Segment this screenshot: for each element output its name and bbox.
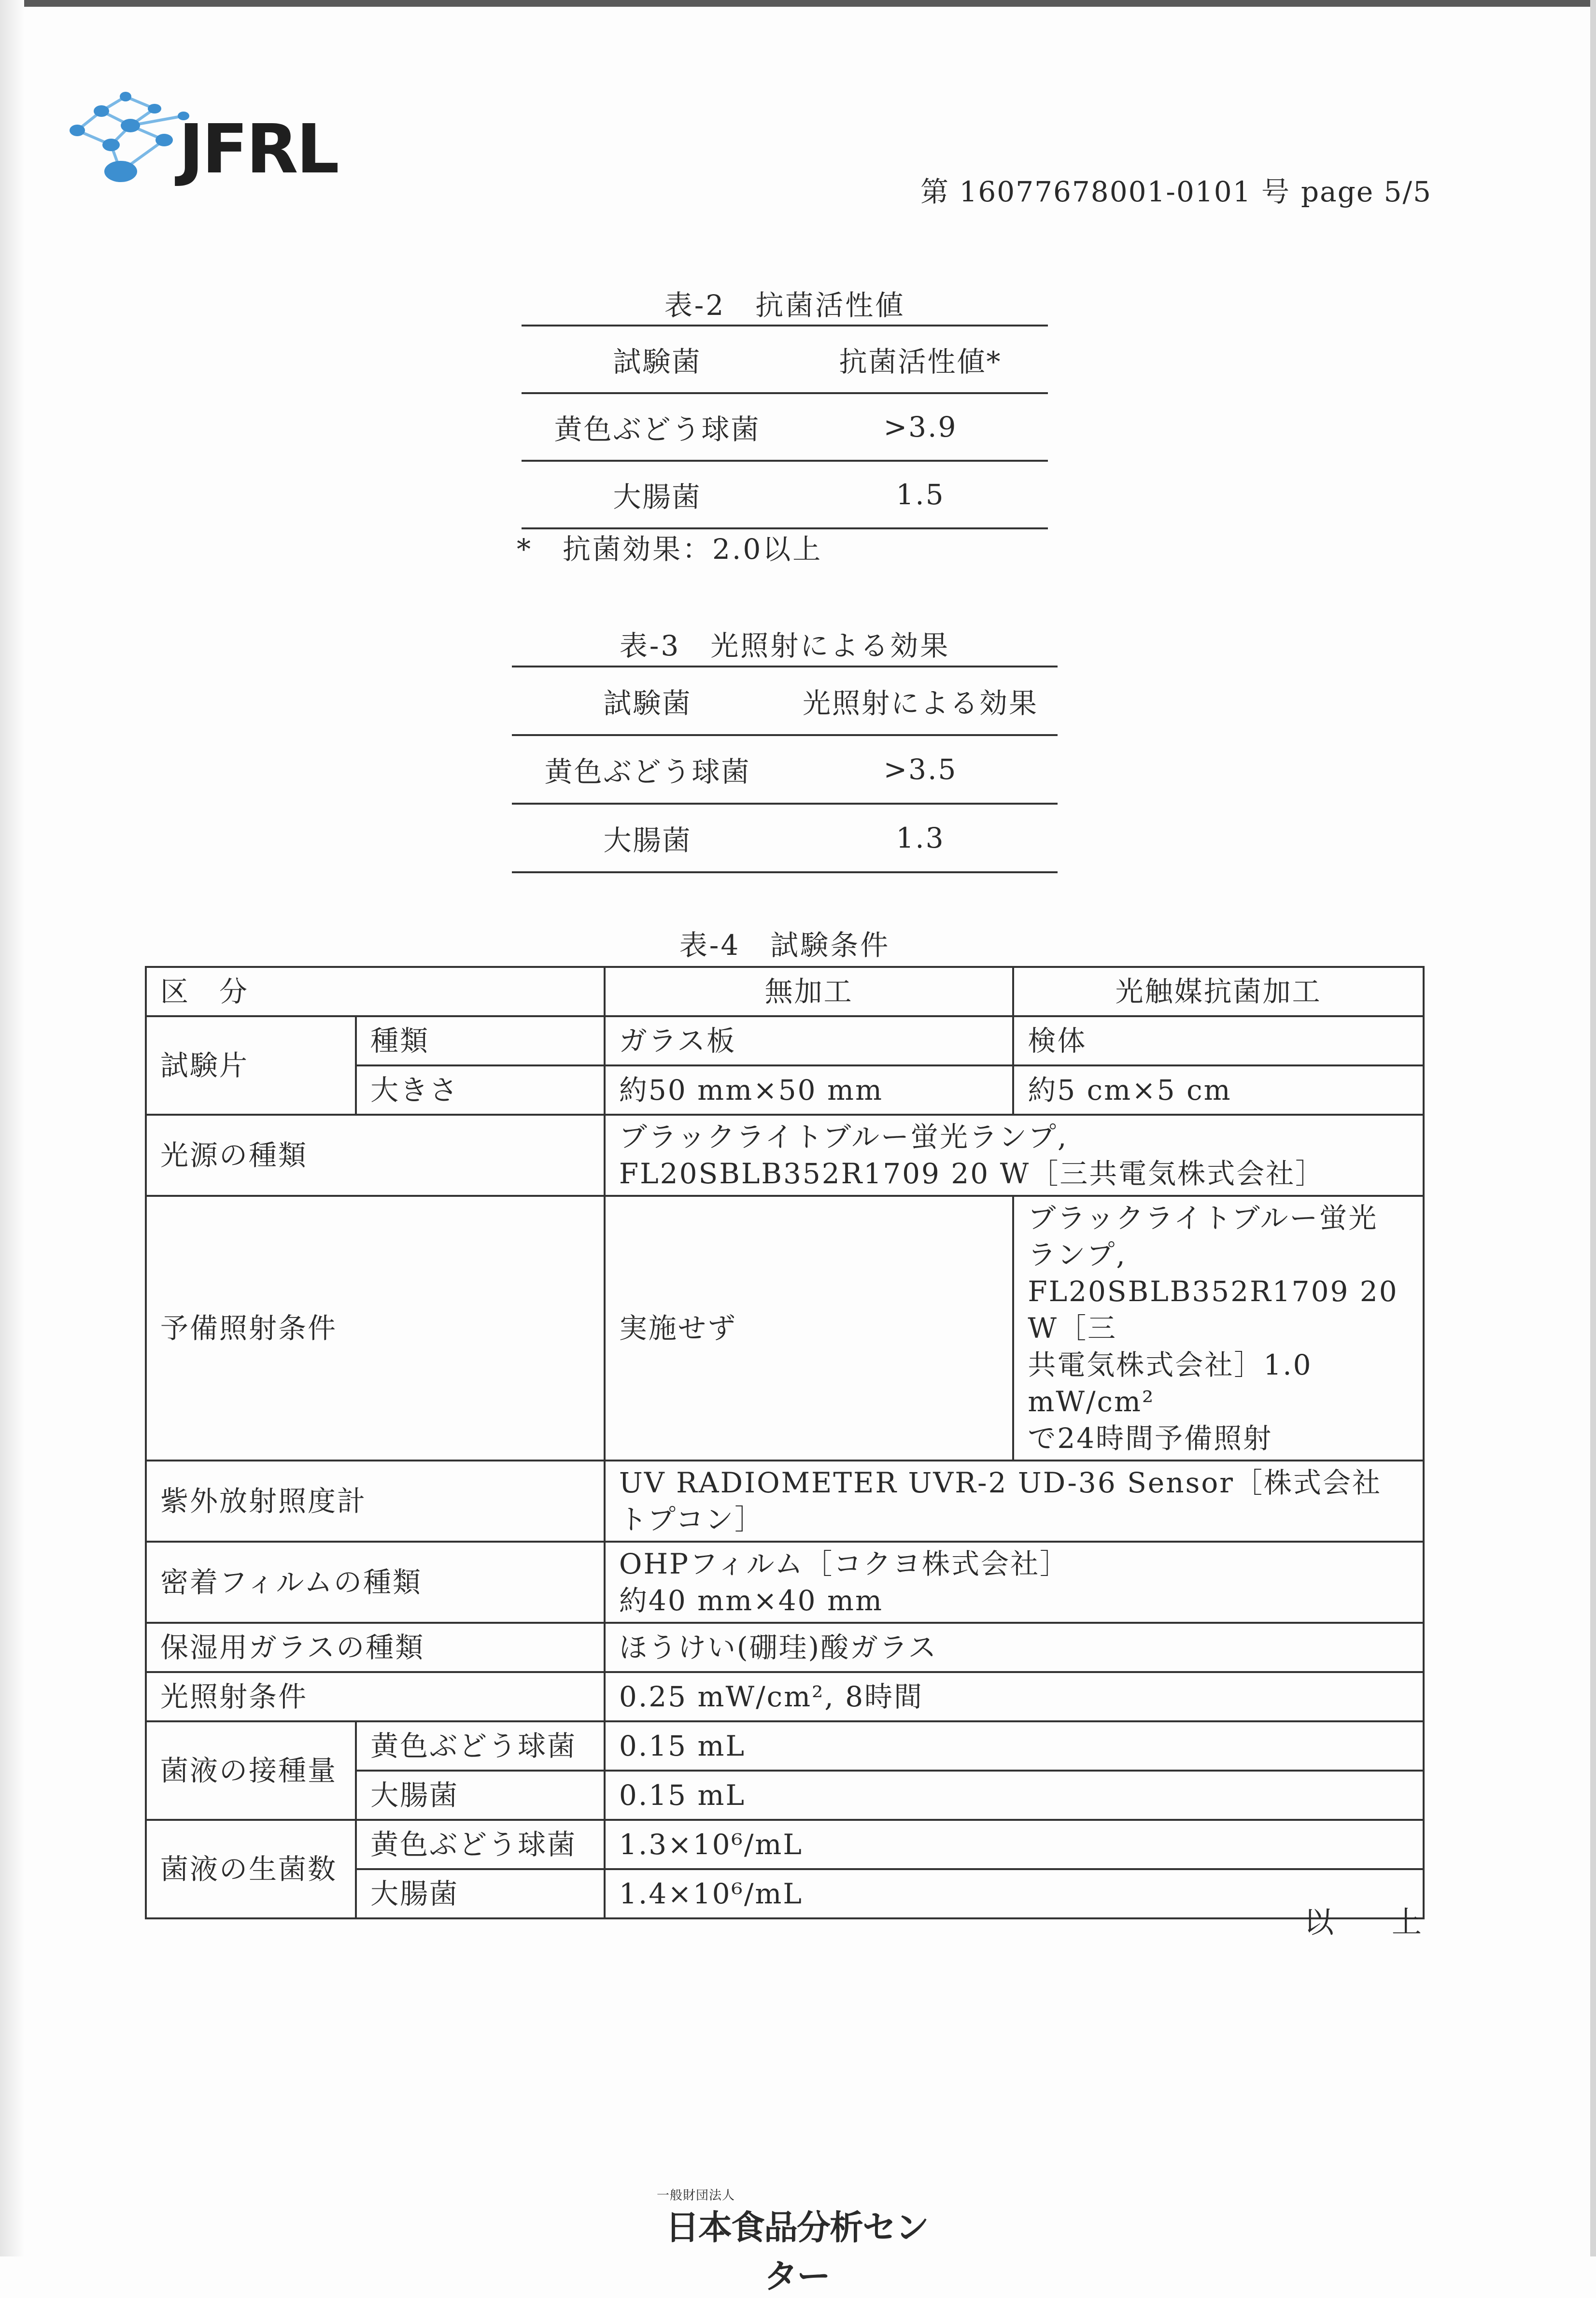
- footer-org-type: 一般財団法人: [657, 2188, 735, 2203]
- table4-size-label: 大きさ: [356, 1065, 605, 1115]
- table4-irradiation-label: 光照射条件: [146, 1672, 605, 1721]
- table4-glass-value: ほうけい(硼珪)酸ガラス: [605, 1623, 1424, 1672]
- table4-header-treated: 光触媒抗菌加工: [1013, 967, 1424, 1016]
- table4-inoculum-bacteria: 黄色ぶどう球菌: [356, 1721, 605, 1771]
- scan-edge-left: [0, 0, 24, 2256]
- pre-irradiation-line: FL20SBLB352R1709 20 W［三: [1028, 1275, 1398, 1345]
- table4-light-source-label: 光源の種類: [146, 1115, 605, 1196]
- table4-caption: 表-4 試験条件: [679, 929, 890, 962]
- document-number: [920, 169, 1432, 210]
- table4-type-treated: 検体: [1013, 1016, 1424, 1065]
- table-row: [512, 735, 1058, 804]
- scan-edge-right: [1590, 0, 1596, 2256]
- table4-header-category: 区 分: [146, 967, 605, 1016]
- table2-footnote: * 抗菌効果：2.0以上: [517, 533, 823, 566]
- table4-pre-irradiation-untreated: 実施せず: [605, 1196, 1013, 1461]
- table-row: [146, 1672, 1424, 1721]
- film-line: 約40 mm×40 mm: [619, 1584, 883, 1617]
- table-row: [522, 393, 1048, 461]
- table3-cell: 1.3: [783, 804, 1058, 872]
- table3-caption: 表-3 光照射による効果: [619, 629, 950, 662]
- table4-light-source-value: [605, 1115, 1424, 1196]
- table4-inoculum-value: 0.15 mL: [605, 1721, 1424, 1771]
- table4-viable-count-bacteria: 黄色ぶどう球菌: [356, 1820, 605, 1869]
- table4-uv-meter-label: 紫外放射照度計: [146, 1461, 605, 1542]
- film-line: OHPフィルム［コクヨ株式会社］: [619, 1547, 1070, 1580]
- footer-org-name: 日本食品分析センター: [665, 2208, 928, 2296]
- table4-pre-irradiation-treated: [1013, 1196, 1424, 1461]
- table4-size-untreated: 約50 mm×50 mm: [605, 1065, 1013, 1115]
- table4-uv-meter-value: UV RADIOMETER UVR-2 UD-36 Sensor［株式会社 トプコン］: [605, 1461, 1424, 1542]
- table2-antibacterial-activity: [522, 325, 1048, 529]
- page-number: page 5/5: [1301, 175, 1432, 208]
- table2-cell: 黄色ぶどう球菌: [522, 393, 793, 461]
- table4-type-label: 種類: [356, 1016, 605, 1065]
- scan-edge-top: [0, 0, 1596, 7]
- table4-viable-count-label: 菌液の生菌数: [146, 1820, 356, 1918]
- table-row: [512, 804, 1058, 872]
- table-row: [146, 1721, 1424, 1771]
- table4-test-piece-label: 試験片: [146, 1016, 356, 1115]
- table-row: [512, 667, 1058, 735]
- table3-cell: >3.5: [783, 735, 1058, 804]
- table4-inoculum-bacteria: 大腸菌: [356, 1771, 605, 1820]
- table4-header-untreated: 無加工: [605, 967, 1013, 1016]
- table-row: [146, 1016, 1424, 1065]
- table-row: [146, 1542, 1424, 1623]
- footer-organization: [652, 2185, 942, 2298]
- table4-glass-label: 保湿用ガラスの種類: [146, 1623, 605, 1672]
- table2-col-value: 抗菌活性値*: [793, 326, 1048, 393]
- table3-light-irradiation-effect: [512, 666, 1058, 873]
- table-row: [146, 1196, 1424, 1461]
- table4-inoculum-value: 0.15 mL: [605, 1771, 1424, 1820]
- table2-caption: 表-2 抗菌活性値: [664, 289, 905, 322]
- table-row: [146, 967, 1424, 1016]
- table4-viable-count-value: 1.3×10⁶/mL: [605, 1820, 1424, 1869]
- table4-type-untreated: ガラス板: [605, 1016, 1013, 1065]
- pre-irradiation-line: ランプ,: [1028, 1238, 1127, 1271]
- table4-viable-count-bacteria: 大腸菌: [356, 1869, 605, 1918]
- pre-irradiation-line: 共電気株式会社］1.0 mW/cm²: [1028, 1348, 1313, 1418]
- table3-col-bacteria: 試験菌: [512, 667, 783, 735]
- table4-film-label: 密着フィルムの種類: [146, 1542, 605, 1623]
- table2-cell: >3.9: [793, 393, 1048, 461]
- pre-irradiation-line: ブラックライトブルー蛍光: [1028, 1202, 1378, 1234]
- table-row: [146, 1820, 1424, 1869]
- end-mark: 以上: [1304, 1904, 1480, 1940]
- table3-col-value: 光照射による効果: [783, 667, 1058, 735]
- logo-text: JFRL: [179, 110, 338, 189]
- light-source-line: FL20SBLB352R1709 20 W［三共電気株式会社］: [619, 1157, 1325, 1190]
- doc-number-value: 第 16077678001-0101 号: [920, 175, 1291, 208]
- table3-cell: 大腸菌: [512, 804, 783, 872]
- table4-irradiation-value: 0.25 mW/cm², 8時間: [605, 1672, 1424, 1721]
- table4-pre-irradiation-label: 予備照射条件: [146, 1196, 605, 1461]
- pre-irradiation-line: で24時間予備照射: [1028, 1422, 1273, 1455]
- table3-cell: 黄色ぶどう球菌: [512, 735, 783, 804]
- table4-film-value: [605, 1542, 1424, 1623]
- table-row: [522, 461, 1048, 528]
- table2-cell: 1.5: [793, 461, 1048, 528]
- table2-col-bacteria: 試験菌: [522, 326, 793, 393]
- table4-viable-count-value: 1.4×10⁶/mL: [605, 1869, 1424, 1918]
- table-row: [522, 326, 1048, 393]
- table4-size-treated: 約5 cm×5 cm: [1013, 1065, 1424, 1115]
- table4-test-conditions: [145, 966, 1425, 1919]
- table4-inoculum-label: 菌液の接種量: [146, 1721, 356, 1820]
- table-row: [146, 1115, 1424, 1196]
- table-row: [146, 1623, 1424, 1672]
- table2-cell: 大腸菌: [522, 461, 793, 528]
- table-row: [146, 1461, 1424, 1542]
- light-source-line: ブラックライトブルー蛍光ランプ,: [619, 1121, 1068, 1153]
